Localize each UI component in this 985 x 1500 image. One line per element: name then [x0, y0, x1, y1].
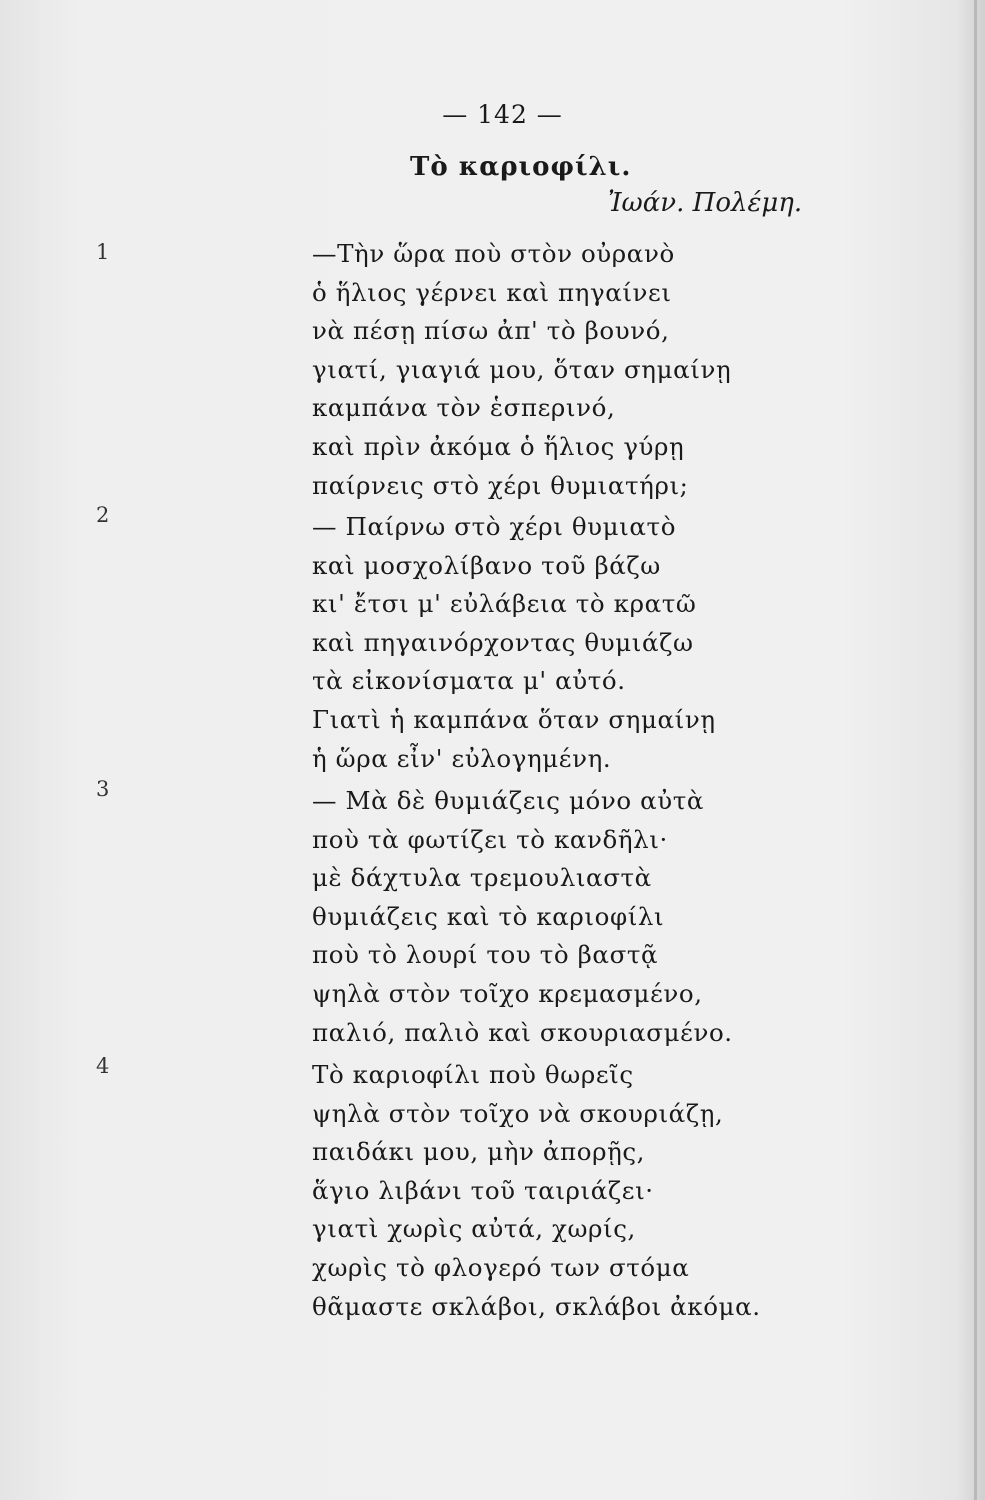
poem-line: νὰ πέσῃ πίσω ἀπ' τὸ βουνό, [312, 316, 670, 346]
stanza-2 [312, 508, 716, 778]
poem-line: παλιό, παλιὸ καὶ σκουριασμένο. [312, 1017, 733, 1047]
poem-line: μὲ δάχτυλα τρεμουλιαστὰ [312, 863, 652, 893]
poem-line: — Μὰ δὲ θυμιάζεις μόνο αὐτὰ [312, 786, 705, 815]
poem-line: καὶ πηγαινόρχοντας θυμιάζω [312, 627, 694, 657]
poem-line: —Τὴν ὥρα ποὺ στὸν οὐρανὸ [312, 239, 675, 268]
poem-line: καὶ μοσχολίβανο τοῦ βάζω [312, 550, 661, 580]
stanza-1 [312, 235, 731, 505]
poem-line: ψηλὰ στὸν τοῖχο κρεμασμένο, [312, 978, 703, 1008]
stanza-number: 1 [96, 240, 110, 264]
poem-line: τὰ εἰκονίσματα μ' αὐτό. [312, 666, 626, 696]
page-edge-shadow [974, 0, 977, 1500]
poem-title: Τὸ καριοφίλι. [410, 152, 632, 182]
poem-line: κι' ἔτσι μ' εὐλάβεια τὸ κρατῶ [312, 589, 697, 619]
page-number: — 142 — [442, 100, 563, 129]
stanza-number: 4 [96, 1054, 110, 1078]
poem-line: Γιατὶ ἡ καμπάνα ὅταν σημαίνῃ [312, 704, 716, 734]
poem-line: γιατὶ χωρὶς αὐτά, χωρίς, [312, 1214, 636, 1244]
poem-line: θᾶμαστε σκλάβοι, σκλάβοι ἀκόμα. [312, 1291, 761, 1321]
stanza-4 [312, 1056, 761, 1326]
stanza-3 [312, 782, 733, 1052]
stanza-number: 2 [96, 503, 110, 527]
poem-line: καὶ πρὶν ἀκόμα ὁ ἥλιος γύρῃ [312, 431, 685, 461]
poem-line: καμπάνα τὸν ἑσπερινό, [312, 393, 616, 423]
poem-line: Τὸ καριοφίλι ποὺ θωρεῖς [312, 1060, 634, 1089]
poem-line: ἅγιο λιβάνι τοῦ ταιριάζει· [312, 1175, 654, 1205]
poem-line: γιατί, γιαγιά μου, ὅταν σημαίνῃ [312, 354, 732, 384]
poem-line: παίρνεις στὸ χέρι θυμιατήρι; [312, 470, 689, 500]
poem-line: ποὺ τὸ λουρί του τὸ βαστᾷ [312, 940, 659, 970]
poem-author: Ἰωάν. Πολέμη. [608, 188, 803, 218]
poem-line: χωρὶς τὸ φλογερό των στόμα [312, 1252, 690, 1282]
poem-line: παιδάκι μου, μὴν ἀπορῇς, [312, 1137, 646, 1167]
poem-line: — Παίρνω στὸ χέρι θυμιατὸ [312, 512, 677, 541]
poem-line: θυμιάζεις καὶ τὸ καριοφίλι [312, 901, 665, 931]
poem-line: ἡ ὥρα εἶν' εὐλογημένη. [312, 743, 612, 773]
poem-line: ὁ ἥλιος γέρνει καὶ πηγαίνει [312, 277, 672, 307]
stanza-number: 3 [96, 777, 110, 801]
poem-line: ψηλὰ στὸν τοῖχο νὰ σκουριάζῃ, [312, 1098, 724, 1128]
poem-line: ποὺ τὰ φωτίζει τὸ κανδῆλι· [312, 824, 668, 854]
